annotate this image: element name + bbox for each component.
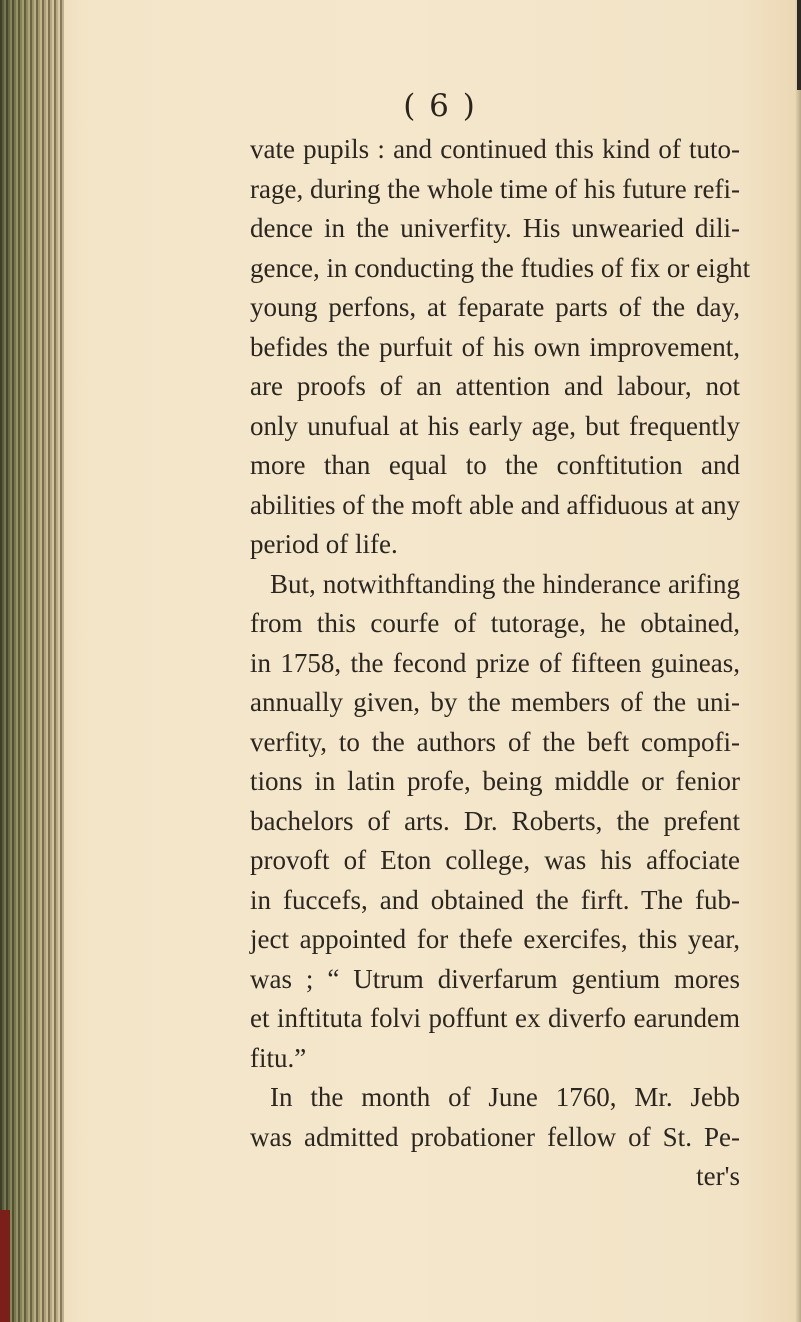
text-line: abilities of the moft able and affiduous at any	[250, 489, 740, 520]
page-number: ( 6 )	[403, 88, 477, 124]
text-line: In the month of June 1760, Mr. Jebb	[270, 1082, 740, 1112]
text-line: in 1758, the fecond prize of fifteen guineas,	[250, 647, 740, 678]
text-line: But, notwithftanding the hinderance arifing	[270, 568, 740, 599]
text-line: et inftituta folvi poffunt ex diverfo earundem	[250, 1003, 740, 1033]
text-line: was admitted probationer fellow of St. Pe-	[250, 1121, 740, 1152]
text-line: was ; “ Utrum diverfarum gentium mores	[250, 963, 740, 994]
text-line: fitu.”	[250, 1042, 307, 1073]
text-line: rage, during the whole time of his future refi-	[250, 173, 740, 204]
page-edge-shadow	[795, 0, 801, 1322]
book-binding-edge	[0, 0, 64, 1322]
text-line: ject appointed for thefe exercifes, this year,	[250, 924, 740, 954]
catchword: ter's	[696, 1161, 740, 1191]
text-line: only unufual at his early age, but frequently	[250, 410, 740, 441]
text-line: dence in the univerfity. His unwearied dili-	[250, 213, 740, 243]
text-line: provoft of Eton college, was his affociate	[250, 845, 740, 875]
text-line: young perfons, at feparate parts of the day,	[250, 292, 740, 322]
text-line: in fuccefs, and obtained the firft. The fub-	[250, 884, 740, 915]
text-line: period of life.	[250, 529, 398, 559]
text-line: gence, in conducting the ftudies of fix or eight	[250, 252, 751, 283]
page-corner-shadow	[797, 0, 801, 90]
text-line: befides the purfuit of his own improvement,	[250, 331, 740, 362]
body-text	[250, 130, 751, 1197]
text-line: are proofs of an attention and labour, not	[250, 371, 740, 401]
text-line: vate pupils : and continued this kind of tuto-	[250, 134, 740, 164]
binding-ribbon	[0, 1210, 10, 1322]
text-line: bachelors of arts. Dr. Roberts, the prefent	[250, 805, 740, 836]
text-line: from this courfe of tutorage, he obtained,	[250, 608, 740, 638]
text-line: more than equal to the conftitution and	[250, 450, 740, 480]
text-line: annually given, by the members of the uni-	[250, 687, 740, 717]
text-line: tions in latin profe, being middle or fenior	[250, 766, 740, 796]
text-line: verfity, to the authors of the beft compofi-	[250, 726, 740, 757]
